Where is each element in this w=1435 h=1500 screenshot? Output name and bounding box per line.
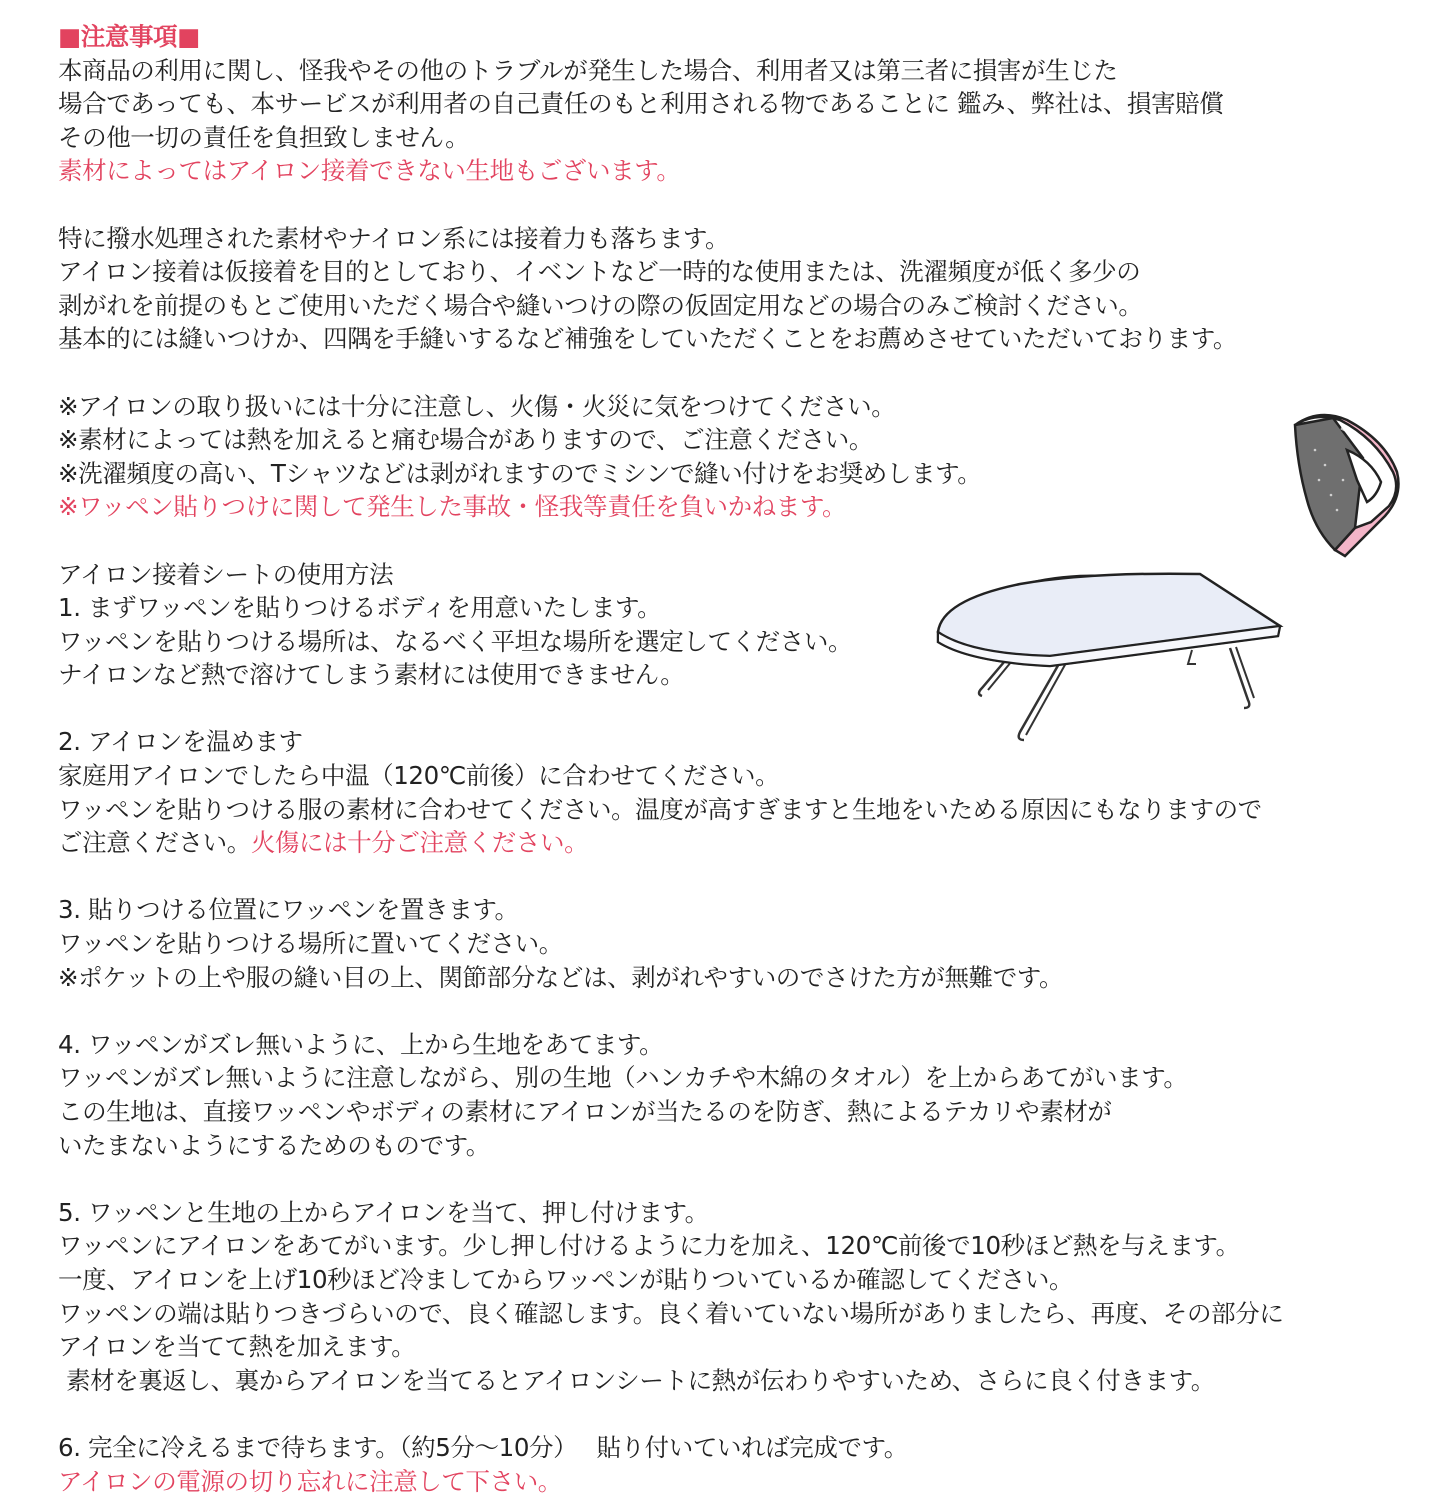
step2-line: 家庭用アイロンでしたら中温（120℃前後）に合わせてください。 bbox=[58, 761, 780, 791]
step2-last-text: ご注意ください。 bbox=[58, 828, 251, 858]
caution-line: ※洗濯頻度の高い、Tシャツなどは剥がれますのでミシンで縫い付けをお奨めします。 bbox=[58, 458, 982, 488]
step4-line: この生地は、直接ワッペンやボディの素材にアイロンが当たるのを防ぎ、熱によるテカリや素材が bbox=[58, 1097, 1112, 1126]
ironing-board-icon bbox=[930, 570, 1290, 750]
step4-line: ワッペンがズレ無いように注意しながら、別の生地（ハンカチや木綿のタオル）を上からあてがいます。 bbox=[58, 1063, 1188, 1093]
notice-line: 基本的には縫いつけか、四隅を手縫いするなど補強をしていただくことをお薦めさせていただいております。 bbox=[58, 324, 1237, 354]
step2-line: ワッペンを貼りつける服の素材に合わせてください。温度が高すぎますと生地をいためる原因にもなりますので bbox=[58, 794, 1262, 824]
step4-line: 4. ワッペンがズレ無いように、上から生地をあてます。 bbox=[58, 1029, 664, 1059]
step4-line: いたまないようにするためのものです。 bbox=[58, 1130, 490, 1160]
step2-line-last bbox=[58, 826, 1418, 860]
step5-line: 一度、アイロンを上げ10秒ほど冷ましてからワッペンが貼りついているか確認してください。 bbox=[58, 1264, 1074, 1294]
iron-icon bbox=[1285, 410, 1405, 565]
step5-line: ワッペンの端は貼りつきづらいので、良く確認します。良く着いていない場所がありましたら、再度、その部分に bbox=[58, 1298, 1284, 1328]
step1-line: ワッペンを貼りつける場所は、なるべく平坦な場所を選定してください。 bbox=[58, 626, 853, 656]
notice-line: 場合であっても、本サービスが利用者の自己責任のもと利用される物であることに 鑑み、弊社は、損害賠償 bbox=[58, 89, 1224, 119]
notice-title: ■注意事項■ bbox=[58, 22, 200, 51]
step5-line: アイロンを当てて熱を加えます。 bbox=[58, 1332, 416, 1362]
step1-line: 1. まずワッペンを貼りつけるボディを用意いたします。 bbox=[58, 593, 662, 623]
step3-line: ※ポケットの上や服の縫い目の上、関節部分などは、剥がれやすいのでさけた方が無難です。 bbox=[58, 962, 1064, 992]
notice-warning: 素材によってはアイロン接着できない生地もございます。 bbox=[58, 156, 681, 186]
notice-line: 剥がれを前提のもとご使用いただく場合や縫いつけの際の仮固定用などの場合のみご検討ください。 bbox=[58, 290, 1143, 320]
step3-line: ワッペンを貼りつける場所に置いてください。 bbox=[58, 929, 563, 959]
step1-line: ナイロンなど熱で溶けてしまう素材には使用できません。 bbox=[58, 660, 685, 690]
step6-line: 6. 完全に冷えるまで待ちます。（約5分～10分） 貼り付いていれば完成です。 bbox=[58, 1432, 908, 1462]
notice-line: 特に撥水処理された素材やナイロン系には接着力も落ちます。 bbox=[58, 223, 730, 253]
step3-line: 3. 貼りつける位置にワッペンを置きます。 bbox=[58, 895, 519, 925]
caution-line: ※素材によっては熱を加えると痛む場合がありますので、ご注意ください。 bbox=[58, 425, 873, 455]
caution-warning: ※ワッペン貼りつけに関して発生した事故・怪我等責任を負いかねます。 bbox=[58, 492, 847, 522]
step6-warning: アイロンの電源の切り忘れに注意して下さい。 bbox=[58, 1466, 562, 1496]
step5-line: 5. ワッペンと生地の上からアイロンを当て、押し付けます。 bbox=[58, 1197, 709, 1227]
step2-line: 2. アイロンを温めます bbox=[58, 727, 303, 757]
caution-line: ※アイロンの取り扱いには十分に注意し、火傷・火災に気をつけてください。 bbox=[58, 391, 896, 421]
step5-extra: 素材を裏返し、裏からアイロンを当てるとアイロンシートに熱が伝わりやすいため、さらに良く付きます。 bbox=[66, 1365, 1215, 1395]
step5-line: ワッペンにアイロンをあてがいます。少し押し付けるように力を加え、120℃前後で10秒ほど熱を与えます。 bbox=[58, 1231, 1240, 1261]
usage-heading: アイロン接着シートの使用方法 bbox=[58, 559, 394, 589]
instruction-document bbox=[58, 20, 1418, 1498]
notice-line: アイロン接着は仮接着を目的としており、イベントなど一時的な使用または、洗濯頻度が低く多少の bbox=[58, 257, 1141, 287]
step2-warning: 火傷には十分ご注意ください。 bbox=[250, 828, 589, 858]
notice-line: 本商品の利用に関し、怪我やその他のトラブルが発生した場合、利用者又は第三者に損害が生じた bbox=[58, 55, 1118, 85]
notice-line: その他一切の責任を負担致しません。 bbox=[58, 122, 470, 152]
